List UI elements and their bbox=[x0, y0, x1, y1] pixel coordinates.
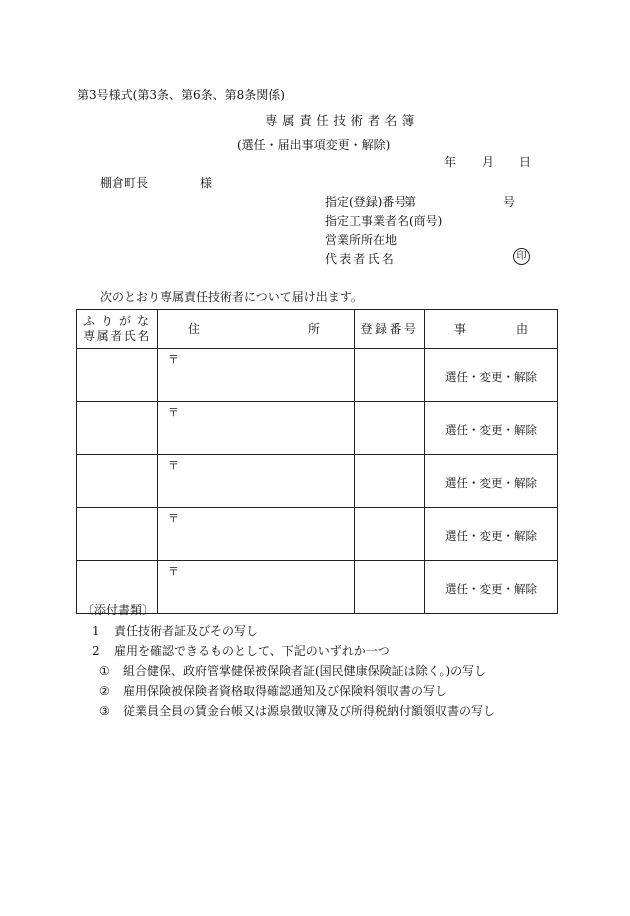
page-title: 専属責任技術者名簿 bbox=[265, 113, 419, 128]
table-row bbox=[77, 402, 558, 455]
header-name: 専属者氏名 bbox=[83, 329, 151, 343]
attachment-item-number: 2 bbox=[92, 644, 100, 658]
date-month-label: 月 bbox=[482, 155, 495, 169]
representative-name-label: 代表者氏名 bbox=[325, 252, 397, 266]
attachment-subitem-text: 雇用保険被保険者資格取得確認通知及び保険料領収書の写し bbox=[123, 684, 448, 698]
postal-mark: 〒 bbox=[168, 512, 179, 525]
address-cell[interactable] bbox=[158, 349, 355, 402]
registration-number-cell[interactable] bbox=[355, 508, 425, 561]
registration-number-cell[interactable] bbox=[355, 455, 425, 508]
name-cell[interactable] bbox=[77, 508, 158, 561]
postal-mark: 〒 bbox=[168, 353, 179, 366]
addressee-honorific: 様 bbox=[200, 176, 213, 190]
addressee-name: 棚倉町長 bbox=[100, 176, 149, 190]
header-reason-1: 事 bbox=[453, 321, 466, 336]
header-address-2: 所 bbox=[308, 321, 321, 336]
registration-suffix: 号 bbox=[503, 195, 516, 209]
postal-mark: 〒 bbox=[168, 565, 179, 578]
attachment-subitem bbox=[99, 682, 447, 699]
attachment-subitem-number: ② bbox=[99, 684, 110, 698]
reason-options[interactable]: 選任・変更・解除 bbox=[425, 561, 558, 614]
attachment-subitem bbox=[99, 662, 486, 679]
date-day-label: 日 bbox=[519, 155, 532, 169]
attachment-subitem-number: ① bbox=[99, 664, 110, 678]
attachment-item bbox=[92, 622, 258, 639]
registration-number-cell[interactable] bbox=[355, 561, 425, 614]
seal-mark: 印 bbox=[513, 248, 530, 265]
table-row bbox=[77, 508, 558, 561]
name-cell[interactable] bbox=[77, 455, 158, 508]
attachment-item bbox=[92, 642, 390, 659]
attachment-item-text: 責任技術者証及びその写し bbox=[114, 624, 259, 638]
header-reason-2: 由 bbox=[516, 321, 529, 336]
header-furigana: ふりがな bbox=[82, 314, 155, 328]
header-reason bbox=[425, 310, 558, 349]
table-header-row bbox=[77, 310, 558, 349]
address-cell[interactable] bbox=[158, 402, 355, 455]
address-cell[interactable] bbox=[158, 455, 355, 508]
attachment-item-number: 1 bbox=[92, 624, 100, 638]
form-number: 第3号様式(第3条、第6条、第8条関係) bbox=[77, 88, 285, 102]
attachment-subitem bbox=[99, 702, 495, 719]
table-row bbox=[77, 455, 558, 508]
reason-options[interactable]: 選任・変更・解除 bbox=[425, 402, 558, 455]
office-address-label: 営業所所在地 bbox=[325, 233, 398, 247]
registration-number-cell[interactable] bbox=[355, 349, 425, 402]
intro-text: 次のとおり専属責任技術者について届け出ます。 bbox=[100, 290, 363, 304]
registration-prefix: 第 bbox=[404, 195, 417, 209]
address-cell[interactable] bbox=[158, 561, 355, 614]
date-line bbox=[444, 153, 531, 170]
postal-mark: 〒 bbox=[168, 459, 179, 472]
name-cell[interactable] bbox=[77, 349, 158, 402]
date-year-label: 年 bbox=[444, 155, 457, 169]
firm-name-label: 指定工事業者名(商号) bbox=[325, 214, 443, 228]
registration-number-label: 指定(登録)番号 bbox=[325, 195, 407, 209]
reason-options[interactable]: 選任・変更・解除 bbox=[425, 455, 558, 508]
page-subtitle: (選任・届出事項変更・解除) bbox=[237, 138, 391, 152]
attachment-subitem-number: ③ bbox=[99, 704, 110, 718]
address-cell[interactable] bbox=[158, 508, 355, 561]
attachments-heading: 〔添付書類〕 bbox=[82, 603, 155, 617]
attachment-subitem-text: 従業員全員の賃金台帳又は源泉徴収簿及び所得税納付額領収書の写し bbox=[123, 704, 496, 718]
reason-options[interactable]: 選任・変更・解除 bbox=[425, 349, 558, 402]
addressee bbox=[100, 174, 212, 191]
postal-mark: 〒 bbox=[168, 406, 179, 419]
header-address bbox=[158, 310, 355, 349]
name-cell[interactable] bbox=[77, 402, 158, 455]
attachment-item-text: 雇用を確認できるものとして、下記のいずれか一つ bbox=[114, 644, 390, 658]
header-address-1: 住 bbox=[188, 321, 201, 336]
technician-register-table bbox=[76, 309, 558, 614]
reason-options[interactable]: 選任・変更・解除 bbox=[425, 508, 558, 561]
registration-number-cell[interactable] bbox=[355, 402, 425, 455]
attachment-subitem-text: 組合健保、政府管掌健保被保険者証(国民健康保険証は除く。)の写し bbox=[123, 664, 487, 678]
table-row bbox=[77, 349, 558, 402]
header-name-cell bbox=[77, 310, 158, 349]
header-registration-number: 登録番号 bbox=[355, 310, 425, 349]
